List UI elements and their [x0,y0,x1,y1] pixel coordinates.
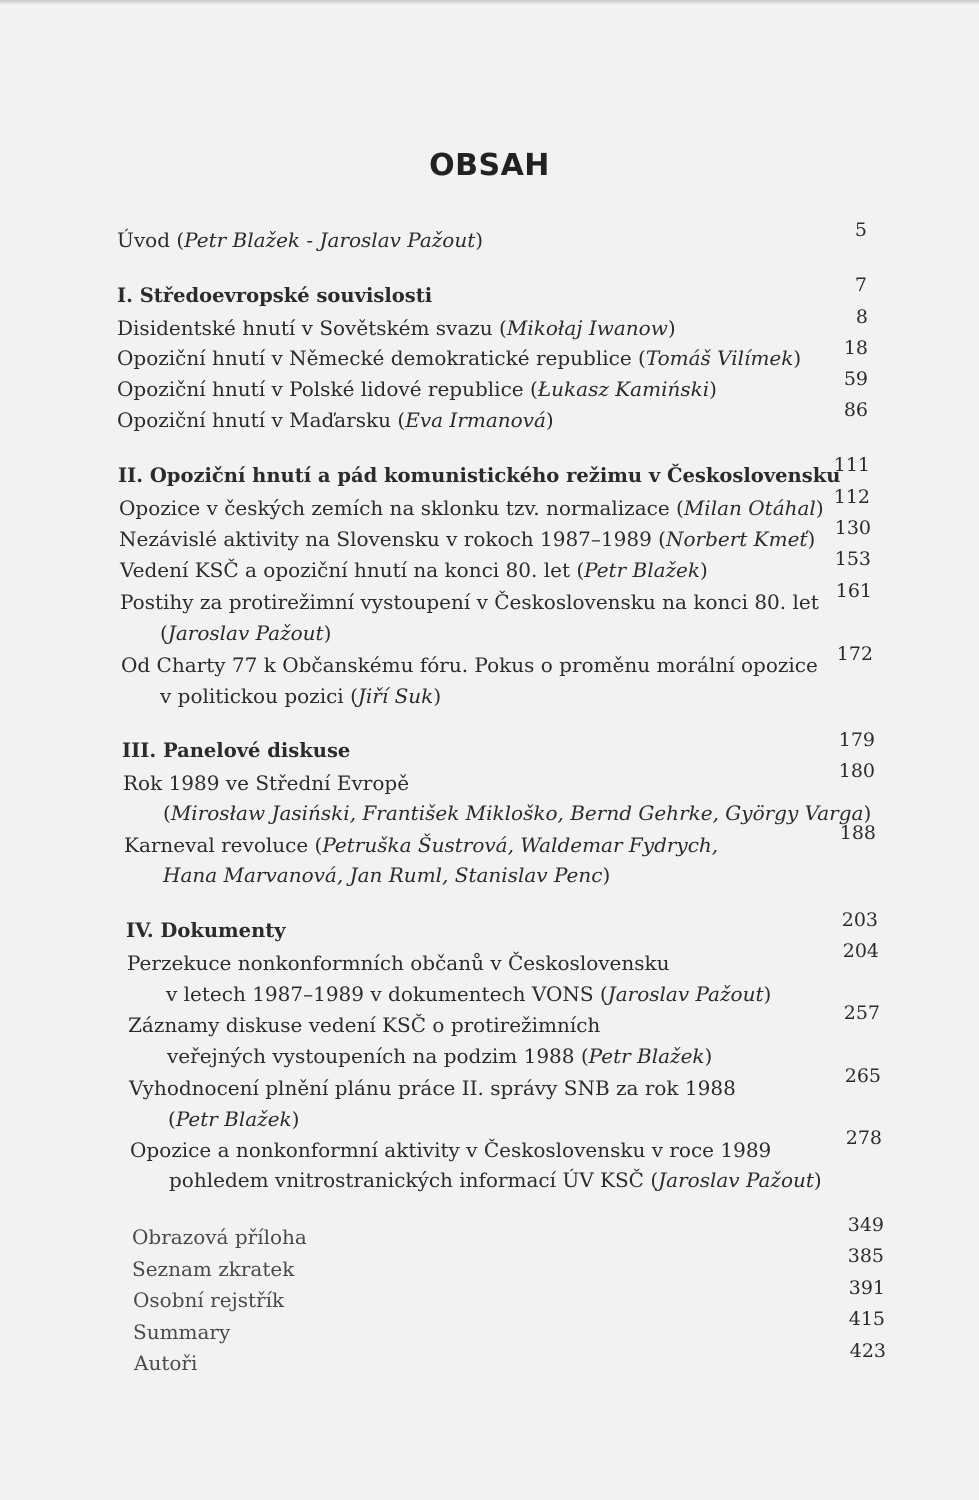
page-number: 349 [847,1214,884,1236]
page-number: 391 [848,1277,885,1299]
toc-entry: Opoziční hnutí v Německé demokratické republice (Tomáš Vilímek) [117,346,802,370]
page-number: 111 [833,454,870,476]
toc-entry-continuation: v politickou pozici (Jiří Suk) [160,684,442,708]
toc-entry-uvod: Úvod (Petr Blažek - Jaroslav Pažout) [117,228,484,252]
toc-entry: Perzekuce nonkonformních občanů v Československu [127,951,670,975]
toc-entry-continuation: v letech 1987–1989 v dokumentech VONS (Jaroslav Pažout) [166,982,772,1006]
toc-entry: Opoziční hnutí v Polské lidové republice (Łukasz Kamiński) [117,377,717,401]
page-number: 5 [854,219,867,241]
page-number: 7 [854,274,867,296]
section-heading-3: III. Panelové diskuse [122,739,351,762]
page-number: 86 [843,399,868,421]
toc-entry: Nezávislé aktivity na Slovensku v rokoch 1987–1989 (Norbert Kmeť) [119,527,816,551]
toc-entry: Záznamy diskuse vedení KSČ o protirežimních [128,1013,601,1037]
toc-entry-continuation: veřejných vystoupeních na podzim 1988 (Petr Blažek) [167,1044,713,1068]
toc-entry-back-matter: Autoři [134,1351,198,1375]
page-number: 415 [848,1308,885,1330]
section-heading-2: II. Opoziční hnutí a pád komunistického režimu v Československu [118,464,841,487]
toc-entry: Vyhodnocení plnění plánu práce II. správy SNB za rok 1988 [129,1076,736,1100]
page-title: OBSAH [429,148,550,183]
page-number: 188 [839,822,876,844]
toc-entry: Karneval revoluce (Petruška Šustrová, Waldemar Fydrych, [124,833,719,857]
toc-entry: Rok 1989 ve Střední Evropě [123,771,410,795]
section-heading-4: IV. Dokumenty [126,919,286,942]
toc-entry-back-matter: Seznam zkratek [132,1257,295,1281]
page-number: 59 [843,368,868,390]
page-number: 172 [836,643,873,665]
page-number: 153 [834,548,871,570]
toc-entry-back-matter: Osobní rejstřík [133,1288,285,1312]
page-number: 203 [841,909,878,931]
toc-entry: Disidentské hnutí v Sovětském svazu (Mikołaj Iwanow) [117,316,676,340]
toc-entry-continuation: (Jaroslav Pažout) [160,621,332,645]
page-number: 180 [838,760,875,782]
page-number: 161 [835,580,872,602]
toc-entry-continuation: Hana Marvanová, Jan Ruml, Stanislav Penc) [163,863,611,887]
page-number: 385 [847,1245,884,1267]
toc-entry-back-matter: Obrazová příloha [132,1225,307,1249]
page-number: 18 [843,337,868,359]
toc-entry: Vedení KSČ a opoziční hnutí na konci 80. let (Petr Blažek) [120,558,708,582]
page-number: 179 [838,729,875,751]
page-number: 265 [844,1065,881,1087]
page-number: 112 [833,486,870,508]
page-number: 278 [845,1127,882,1149]
toc-entry-continuation: pohledem vnitrostranických informací ÚV KSČ (Jaroslav Pažout) [169,1168,822,1192]
toc-entry-continuation: (Petr Blažek) [168,1107,300,1131]
toc-entry-continuation: (Mirosław Jasiński, František Mikloško, Bernd Gehrke, György Varga) [163,801,872,825]
toc-entry: Opoziční hnutí v Maďarsku (Eva Irmanová) [117,408,554,432]
toc-entry: Od Charty 77 k Občanskému fóru. Pokus o proměnu morální opozice [121,653,818,677]
page-number: 257 [843,1002,880,1024]
toc-entry: Opozice a nonkonformní aktivity v Československu v roce 1989 [130,1138,772,1162]
toc-entry: Postihy za protirežimní vystoupení v Československu na konci 80. let [120,590,819,614]
page-number: 8 [855,306,868,328]
page-number: 423 [849,1340,886,1362]
page-number: 204 [842,940,879,962]
page-number: 130 [834,517,871,539]
toc-entry-back-matter: Summary [133,1320,231,1344]
section-heading-1: I. Středoevropské souvislosti [117,284,433,307]
toc-entry: Opozice v českých zemích na sklonku tzv. normalizace (Milan Otáhal) [119,496,824,520]
page-top-edge [0,0,979,5]
